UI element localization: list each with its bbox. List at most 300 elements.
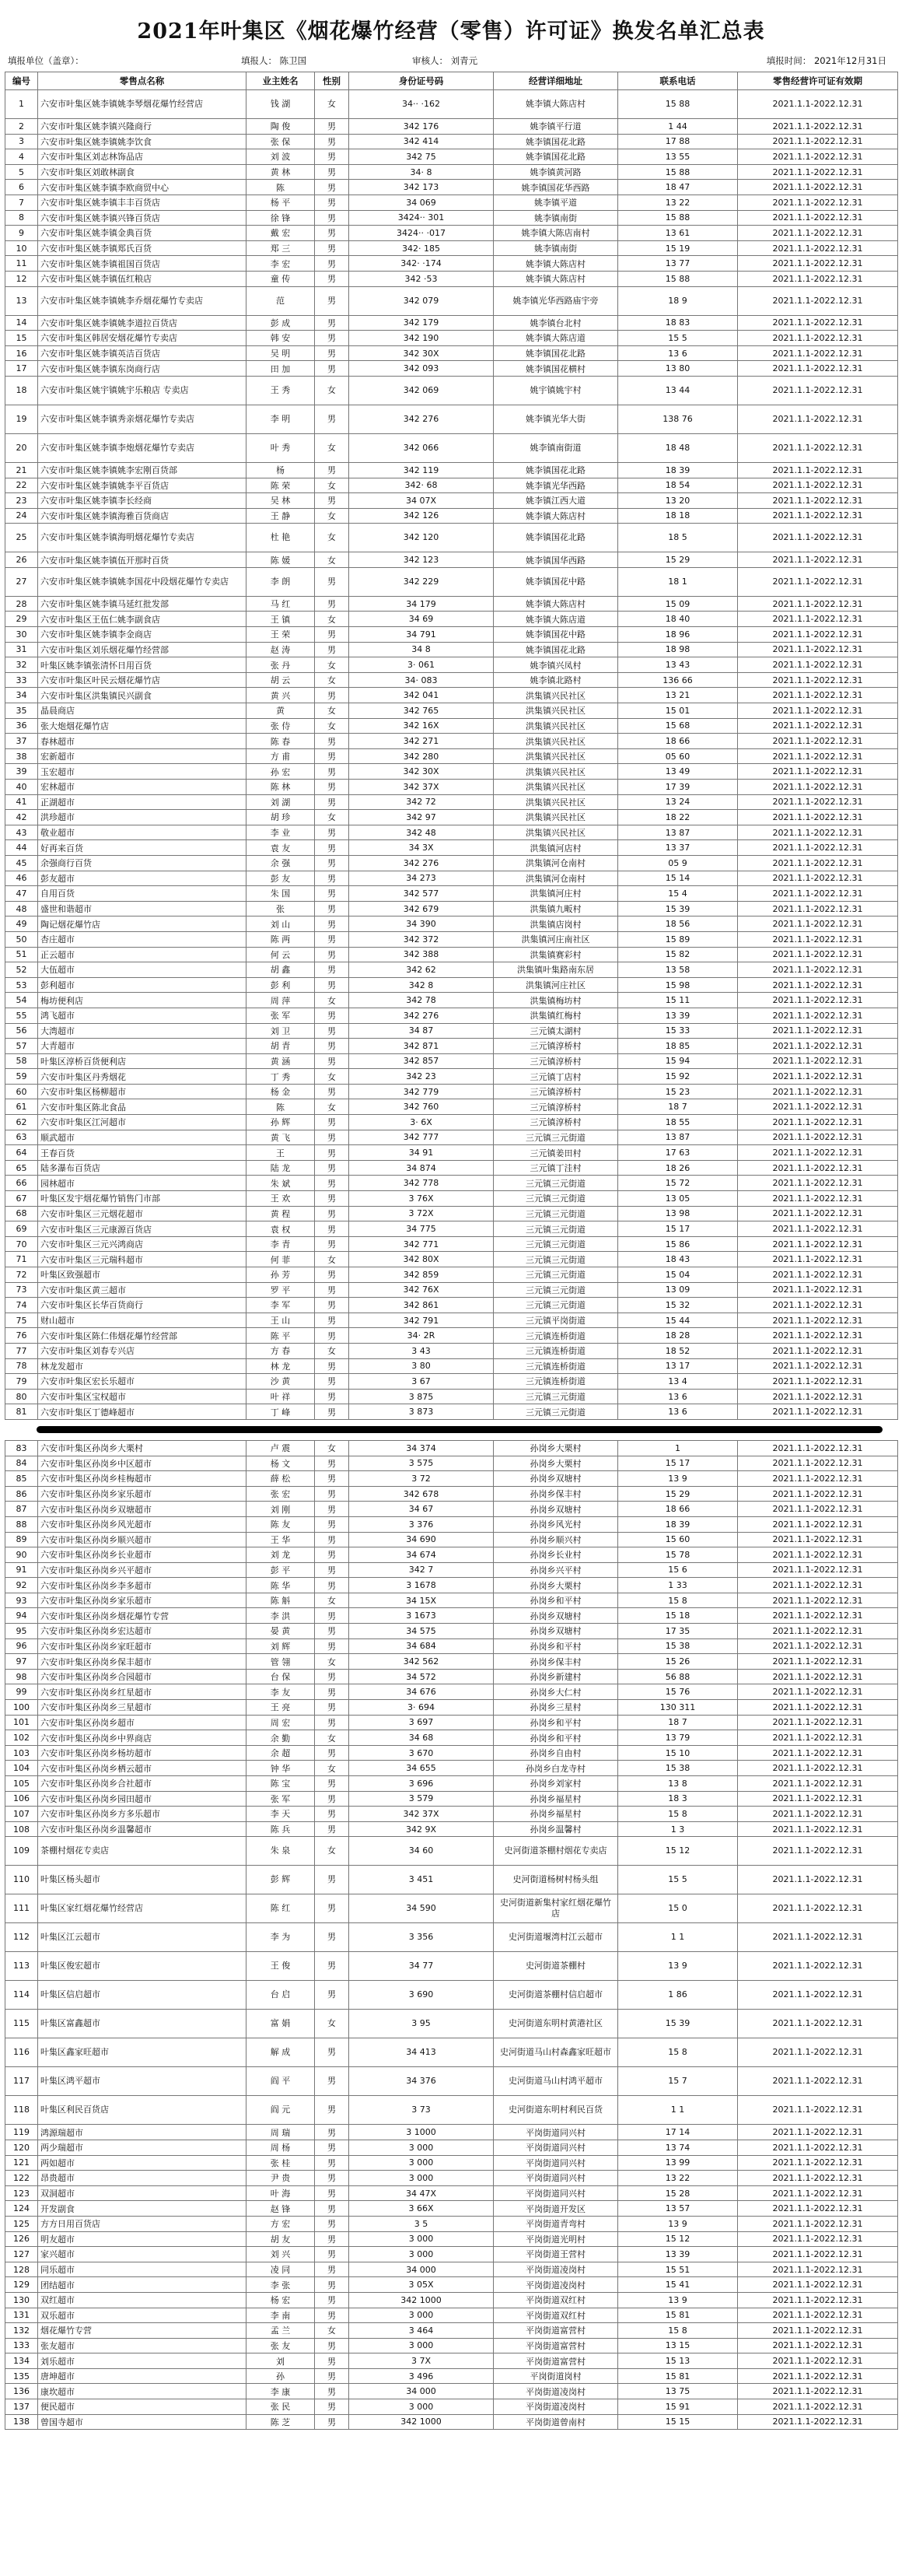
phone: 13 74	[618, 2140, 738, 2155]
license-validity: 2021.1.1-2022.12.31	[738, 164, 898, 180]
shop-name: 陆多瀑布百货店	[38, 1160, 246, 1176]
phone: 1	[618, 1440, 738, 1456]
license-validity: 2021.1.1-2022.12.31	[738, 2384, 898, 2399]
address: 三元镇三元街道	[494, 1191, 618, 1207]
shop-name: 团结超市	[38, 2277, 246, 2293]
license-validity: 2021.1.1-2022.12.31	[738, 433, 898, 462]
address: 姚李镇南街	[494, 240, 618, 256]
address: 孙岗乡温馨村	[494, 1821, 618, 1837]
address: 孙岗乡风光村	[494, 1516, 618, 1532]
license-validity: 2021.1.1-2022.12.31	[738, 2125, 898, 2140]
phone: 15 82	[618, 947, 738, 962]
id-number: 3 000	[349, 2399, 494, 2415]
table-row	[5, 2384, 898, 2399]
table-row	[5, 901, 898, 916]
license-validity: 2021.1.1-2022.12.31	[738, 2185, 898, 2201]
filler-label: 填报人： 陈卫国	[241, 55, 307, 66]
address: 姚李镇国花中路	[494, 567, 618, 596]
owner-name: 刘 波	[246, 149, 315, 165]
gender: 男	[315, 1221, 349, 1237]
id-number: 342 80X	[349, 1252, 494, 1267]
table-row	[5, 825, 898, 840]
phone: 13 61	[618, 226, 738, 241]
shop-name: 鸿飞超市	[38, 1008, 246, 1023]
id-number: 342 190	[349, 331, 494, 346]
license-validity: 2021.1.1-2022.12.31	[738, 1039, 898, 1054]
shop-name: 好再来百货	[38, 840, 246, 856]
owner-name: 郑 三	[246, 240, 315, 256]
id-number: 342 78	[349, 993, 494, 1008]
owner-name: 周 杨	[246, 2140, 315, 2155]
owner-name: 李 友	[246, 1684, 315, 1700]
id-number: 34 775	[349, 1221, 494, 1237]
id-number: 342 791	[349, 1313, 494, 1328]
table-row	[5, 1593, 898, 1608]
shop-name: 六安市叶集区姚李镇郑氏百货	[38, 240, 246, 256]
table-header	[5, 72, 898, 90]
gender: 男	[315, 134, 349, 149]
license-validity: 2021.1.1-2022.12.31	[738, 825, 898, 840]
owner-name: 叶 祥	[246, 1389, 315, 1404]
phone: 15 01	[618, 703, 738, 719]
id-number: 34 47X	[349, 2185, 494, 2201]
table-row	[5, 524, 898, 552]
gender: 男	[315, 1578, 349, 1593]
phone: 13 17	[618, 1358, 738, 1374]
address: 史河街道茶棚村烟花专卖店	[494, 1837, 618, 1866]
gender: 女	[315, 433, 349, 462]
redaction-row	[5, 1419, 898, 1440]
gender: 男	[315, 931, 349, 947]
table-row	[5, 2368, 898, 2384]
owner-name: 陈 友	[246, 1516, 315, 1532]
gender: 男	[315, 462, 349, 478]
id-number: 342 119	[349, 462, 494, 478]
gender: 男	[315, 2185, 349, 2201]
gender: 男	[315, 1624, 349, 1639]
phone: 15 98	[618, 977, 738, 993]
id-number: 3 575	[349, 1456, 494, 1471]
owner-name: 胡 珍	[246, 810, 315, 825]
id-number: 342 562	[349, 1654, 494, 1670]
gender: 男	[315, 1023, 349, 1039]
owner-name: 陈 红	[246, 1894, 315, 1923]
table-row	[5, 1821, 898, 1837]
row-number: 1	[5, 90, 38, 119]
row-number: 77	[5, 1343, 38, 1358]
owner-name: 管 翎	[246, 1654, 315, 1670]
shop-name: 六安市叶集区姚李镇金典百货	[38, 226, 246, 241]
row-number: 133	[5, 2338, 38, 2353]
id-number: 342 280	[349, 748, 494, 764]
shop-name: 六安市叶集区孙岗乡双塘超市	[38, 1502, 246, 1517]
shop-name: 六安市叶集区孙岗乡方多乐超市	[38, 1807, 246, 1822]
address: 姚李镇光华西路庙宇旁	[494, 286, 618, 315]
address: 三元镇三元街道	[494, 1404, 618, 1420]
phone: 13 9	[618, 1952, 738, 1981]
phone: 15 72	[618, 1176, 738, 1191]
table-row	[5, 1008, 898, 1023]
address: 洪集镇兴民社区	[494, 794, 618, 810]
table-row	[5, 2201, 898, 2217]
license-validity: 2021.1.1-2022.12.31	[738, 210, 898, 226]
id-number: 34 000	[349, 2384, 494, 2399]
owner-name: 黄	[246, 703, 315, 719]
license-validity: 2021.1.1-2022.12.31	[738, 931, 898, 947]
table-row	[5, 1236, 898, 1252]
table-row	[5, 612, 898, 627]
shop-name: 叶集区信启超市	[38, 1981, 246, 2010]
address: 史河街道东明村利民百货	[494, 2096, 618, 2125]
license-validity: 2021.1.1-2022.12.31	[738, 1715, 898, 1730]
table-row	[5, 1638, 898, 1654]
row-number: 10	[5, 240, 38, 256]
table-row	[5, 1358, 898, 1374]
owner-name: 李 南	[246, 2308, 315, 2323]
shop-name: 唐坤超市	[38, 2368, 246, 2384]
row-number: 65	[5, 1160, 38, 1176]
row-number: 45	[5, 855, 38, 871]
shop-name: 六安市叶集区姚李镇李长经商	[38, 493, 246, 509]
gender: 女	[315, 376, 349, 405]
id-number: 342 069	[349, 376, 494, 405]
id-number: 342 120	[349, 524, 494, 552]
shop-name: 六安市叶集区姚李镇丰丰百货店	[38, 195, 246, 210]
id-number: 3 1000	[349, 2125, 494, 2140]
license-validity: 2021.1.1-2022.12.31	[738, 962, 898, 978]
owner-name: 张 宏	[246, 1486, 315, 1502]
id-number: 342 76X	[349, 1282, 494, 1298]
owner-name: 刘 卫	[246, 1023, 315, 1039]
owner-name: 胡 鑫	[246, 962, 315, 978]
table-row	[5, 180, 898, 195]
row-number: 5	[5, 164, 38, 180]
table-row	[5, 1145, 898, 1161]
address: 孙岗乡大仁村	[494, 1684, 618, 1700]
phone: 13 05	[618, 1191, 738, 1207]
shop-name: 宏新超市	[38, 748, 246, 764]
address: 姚李镇光华西路	[494, 478, 618, 493]
shop-name: 叶集区鸿平超市	[38, 2067, 246, 2096]
table-row	[5, 1866, 898, 1894]
shop-name: 顺武超市	[38, 1130, 246, 1145]
gender: 男	[315, 2368, 349, 2384]
row-number: 129	[5, 2277, 38, 2293]
row-number: 132	[5, 2323, 38, 2339]
col-header: 身份证号码	[349, 72, 494, 90]
shop-name: 六安市叶集区孙岗乡烟花爆竹专营	[38, 1608, 246, 1624]
owner-name: 童 传	[246, 271, 315, 286]
table-row	[5, 2247, 898, 2262]
gender: 男	[315, 1130, 349, 1145]
shop-name: 茶棚村烟花专卖店	[38, 1837, 246, 1866]
table-row	[5, 2140, 898, 2155]
row-number: 3	[5, 134, 38, 149]
phone: 17 14	[618, 2125, 738, 2140]
phone: 13 39	[618, 2247, 738, 2262]
id-number: 342· 185	[349, 240, 494, 256]
shop-name: 六安市叶集区姚李镇伍红粮店	[38, 271, 246, 286]
table-row	[5, 1471, 898, 1487]
id-number: 342 97	[349, 810, 494, 825]
shop-name: 六安市叶集区陈仁伟烟花爆竹经营部	[38, 1328, 246, 1344]
shop-name: 余强商行百货	[38, 855, 246, 871]
gender: 男	[315, 901, 349, 916]
license-validity: 2021.1.1-2022.12.31	[738, 1761, 898, 1776]
gender: 男	[315, 2262, 349, 2277]
table-row	[5, 1115, 898, 1130]
license-validity: 2021.1.1-2022.12.31	[738, 1952, 898, 1981]
shop-name: 张大炮烟花爆竹店	[38, 718, 246, 734]
address: 洪集镇兴民社区	[494, 764, 618, 780]
id-number: 3 696	[349, 1776, 494, 1792]
address: 洪集镇兴民社区	[494, 734, 618, 749]
phone: 1 33	[618, 1578, 738, 1593]
table-row	[5, 119, 898, 135]
gender: 男	[315, 1638, 349, 1654]
shop-name: 六安市叶集区宏长乐超市	[38, 1374, 246, 1390]
row-number: 72	[5, 1267, 38, 1283]
address: 孙岗乡新建村	[494, 1669, 618, 1684]
license-validity: 2021.1.1-2022.12.31	[738, 810, 898, 825]
row-number: 101	[5, 1715, 38, 1730]
license-validity: 2021.1.1-2022.12.31	[738, 1638, 898, 1654]
table-row	[5, 1952, 898, 1981]
address: 洪集镇河仓南村	[494, 871, 618, 886]
address: 洪集镇店岗村	[494, 916, 618, 932]
owner-name: 刘 刚	[246, 1502, 315, 1517]
address: 姚李镇国花横村	[494, 361, 618, 377]
table-row	[5, 2338, 898, 2353]
shop-name: 叶集区富鑫超市	[38, 2010, 246, 2038]
address: 平岗街道同兴村	[494, 2125, 618, 2140]
id-number: 342 777	[349, 1130, 494, 1145]
license-validity: 2021.1.1-2022.12.31	[738, 688, 898, 703]
table-row	[5, 947, 898, 962]
table-row	[5, 1761, 898, 1776]
table-row	[5, 2231, 898, 2247]
address: 洪集镇兴民社区	[494, 780, 618, 795]
address: 三元镇淳桥村	[494, 1053, 618, 1069]
table-row	[5, 2185, 898, 2201]
row-number: 69	[5, 1221, 38, 1237]
license-validity: 2021.1.1-2022.12.31	[738, 1821, 898, 1837]
id-number: 342 75	[349, 149, 494, 165]
id-number: 342 679	[349, 901, 494, 916]
owner-name: 王 欢	[246, 1191, 315, 1207]
phone: 15 41	[618, 2277, 738, 2293]
table-row	[5, 1684, 898, 1700]
phone: 13 4	[618, 1374, 738, 1390]
owner-name: 彭 友	[246, 871, 315, 886]
id-number: 34 575	[349, 1624, 494, 1639]
gender: 男	[315, 195, 349, 210]
owner-name: 李 天	[246, 1807, 315, 1822]
license-validity: 2021.1.1-2022.12.31	[738, 1471, 898, 1487]
owner-name: 彭 成	[246, 315, 315, 331]
phone: 15 88	[618, 90, 738, 119]
license-validity: 2021.1.1-2022.12.31	[738, 2038, 898, 2067]
license-validity: 2021.1.1-2022.12.31	[738, 1578, 898, 1593]
gender: 男	[315, 2353, 349, 2369]
owner-name: 何 云	[246, 947, 315, 962]
table-row	[5, 886, 898, 902]
shop-name: 彭利超市	[38, 977, 246, 993]
phone: 13 49	[618, 764, 738, 780]
owner-name: 陈 芝	[246, 2414, 315, 2430]
table-row	[5, 2308, 898, 2323]
table-row	[5, 657, 898, 673]
address: 姚李镇国华西路	[494, 552, 618, 568]
phone: 18 55	[618, 1115, 738, 1130]
address: 三元镇丁洼村	[494, 1160, 618, 1176]
row-number: 30	[5, 627, 38, 643]
gender: 男	[315, 271, 349, 286]
address: 三元镇淳桥村	[494, 1039, 618, 1054]
gender: 男	[315, 226, 349, 241]
redaction-scribble	[37, 1426, 883, 1433]
shop-name: 六安市叶集区丹秀烟花	[38, 1069, 246, 1085]
license-validity: 2021.1.1-2022.12.31	[738, 2247, 898, 2262]
license-validity: 2021.1.1-2022.12.31	[738, 657, 898, 673]
license-validity: 2021.1.1-2022.12.31	[738, 2171, 898, 2186]
license-validity: 2021.1.1-2022.12.31	[738, 345, 898, 361]
gender: 男	[315, 2292, 349, 2308]
address: 姚李镇南街道	[494, 433, 618, 462]
address: 平岗街道同兴村	[494, 2185, 618, 2201]
table-row	[5, 2399, 898, 2415]
table-row	[5, 226, 898, 241]
id-number: 342 72	[349, 794, 494, 810]
phone: 15 8	[618, 2038, 738, 2067]
address: 洪集镇兴民社区	[494, 688, 618, 703]
table-row	[5, 2010, 898, 2038]
gender: 女	[315, 524, 349, 552]
license-validity: 2021.1.1-2022.12.31	[738, 1374, 898, 1390]
owner-name: 余 勤	[246, 1730, 315, 1746]
phone: 18 96	[618, 627, 738, 643]
license-validity: 2021.1.1-2022.12.31	[738, 462, 898, 478]
shop-name: 六安市叶集区姚李镇东岗商行店	[38, 361, 246, 377]
phone: 15 10	[618, 1745, 738, 1761]
table-row	[5, 315, 898, 331]
license-validity: 2021.1.1-2022.12.31	[738, 1532, 898, 1547]
id-number: 34 3X	[349, 840, 494, 856]
gender: 男	[315, 2247, 349, 2262]
table-row	[5, 780, 898, 795]
phone: 15 12	[618, 2231, 738, 2247]
row-number: 63	[5, 1130, 38, 1145]
address: 姚宇镇姚宇村	[494, 376, 618, 405]
table-row	[5, 210, 898, 226]
phone: 15 14	[618, 871, 738, 886]
address: 平岗街道凌岗村	[494, 2384, 618, 2399]
address: 平岗街道凌岗村	[494, 2277, 618, 2293]
owner-name: 张 军	[246, 1008, 315, 1023]
row-number: 130	[5, 2292, 38, 2308]
owner-name: 杜 艳	[246, 524, 315, 552]
shop-name: 六安市叶集区孙岗乡家旺超市	[38, 1638, 246, 1654]
phone: 15 7	[618, 2067, 738, 2096]
license-table	[5, 72, 898, 2430]
table-row	[5, 1502, 898, 1517]
phone: 15 39	[618, 901, 738, 916]
gender: 女	[315, 90, 349, 119]
shop-name: 自用百货	[38, 886, 246, 902]
shop-name: 财山超市	[38, 1313, 246, 1328]
gender: 男	[315, 871, 349, 886]
address: 三元镇太湖村	[494, 1023, 618, 1039]
row-number: 120	[5, 2140, 38, 2155]
phone: 18 52	[618, 1343, 738, 1358]
table-row	[5, 462, 898, 478]
row-number: 31	[5, 642, 38, 657]
table-row	[5, 331, 898, 346]
owner-name: 陈 宝	[246, 1776, 315, 1792]
reviewer-label: 审核人： 刘青元	[412, 55, 478, 66]
gender: 男	[315, 1313, 349, 1328]
table-row	[5, 493, 898, 509]
phone: 13 57	[618, 2201, 738, 2217]
id-number: 34 8	[349, 642, 494, 657]
shop-name: 六安市叶集区刘志林饰品店	[38, 149, 246, 165]
shop-name: 张友超市	[38, 2338, 246, 2353]
row-number: 98	[5, 1669, 38, 1684]
table-row	[5, 748, 898, 764]
table-row	[5, 1374, 898, 1390]
id-number: 342 760	[349, 1099, 494, 1115]
owner-name: 陶 俊	[246, 119, 315, 135]
owner-name: 黄 飞	[246, 1130, 315, 1145]
shop-name: 六安市叶集区姚李镇姚李道拉百货店	[38, 315, 246, 331]
gender: 男	[315, 2338, 349, 2353]
row-number: 18	[5, 376, 38, 405]
gender: 男	[315, 1516, 349, 1532]
address: 平岗街道光明村	[494, 2231, 618, 2247]
gender: 男	[315, 748, 349, 764]
owner-name: 方 宏	[246, 2216, 315, 2231]
license-validity: 2021.1.1-2022.12.31	[738, 1486, 898, 1502]
id-number: 342 37X	[349, 780, 494, 795]
table-row	[5, 1440, 898, 1456]
table-row	[5, 2414, 898, 2430]
owner-name: 彭 利	[246, 977, 315, 993]
gender: 男	[315, 405, 349, 433]
gender: 男	[315, 1358, 349, 1374]
shop-name: 六安市叶集区孙岗乡温馨超市	[38, 1821, 246, 1837]
address: 洪集镇兴民社区	[494, 810, 618, 825]
owner-name: 李 明	[246, 405, 315, 433]
row-number: 44	[5, 840, 38, 856]
phone: 15 8	[618, 1807, 738, 1822]
license-validity: 2021.1.1-2022.12.31	[738, 2216, 898, 2231]
gender: 男	[315, 345, 349, 361]
license-validity: 2021.1.1-2022.12.31	[738, 1298, 898, 1313]
phone: 18 28	[618, 1328, 738, 1344]
gender: 女	[315, 1654, 349, 1670]
owner-name: 朱 泉	[246, 1837, 315, 1866]
row-number: 108	[5, 1821, 38, 1837]
gender: 男	[315, 794, 349, 810]
id-number: 34 069	[349, 195, 494, 210]
id-number: 34 87	[349, 1023, 494, 1039]
owner-name: 黄 程	[246, 1206, 315, 1221]
gender: 男	[315, 1981, 349, 2010]
address: 姚李镇台北村	[494, 315, 618, 331]
license-validity: 2021.1.1-2022.12.31	[738, 2292, 898, 2308]
table-row	[5, 2125, 898, 2140]
address: 孙岗乡自由村	[494, 1745, 618, 1761]
